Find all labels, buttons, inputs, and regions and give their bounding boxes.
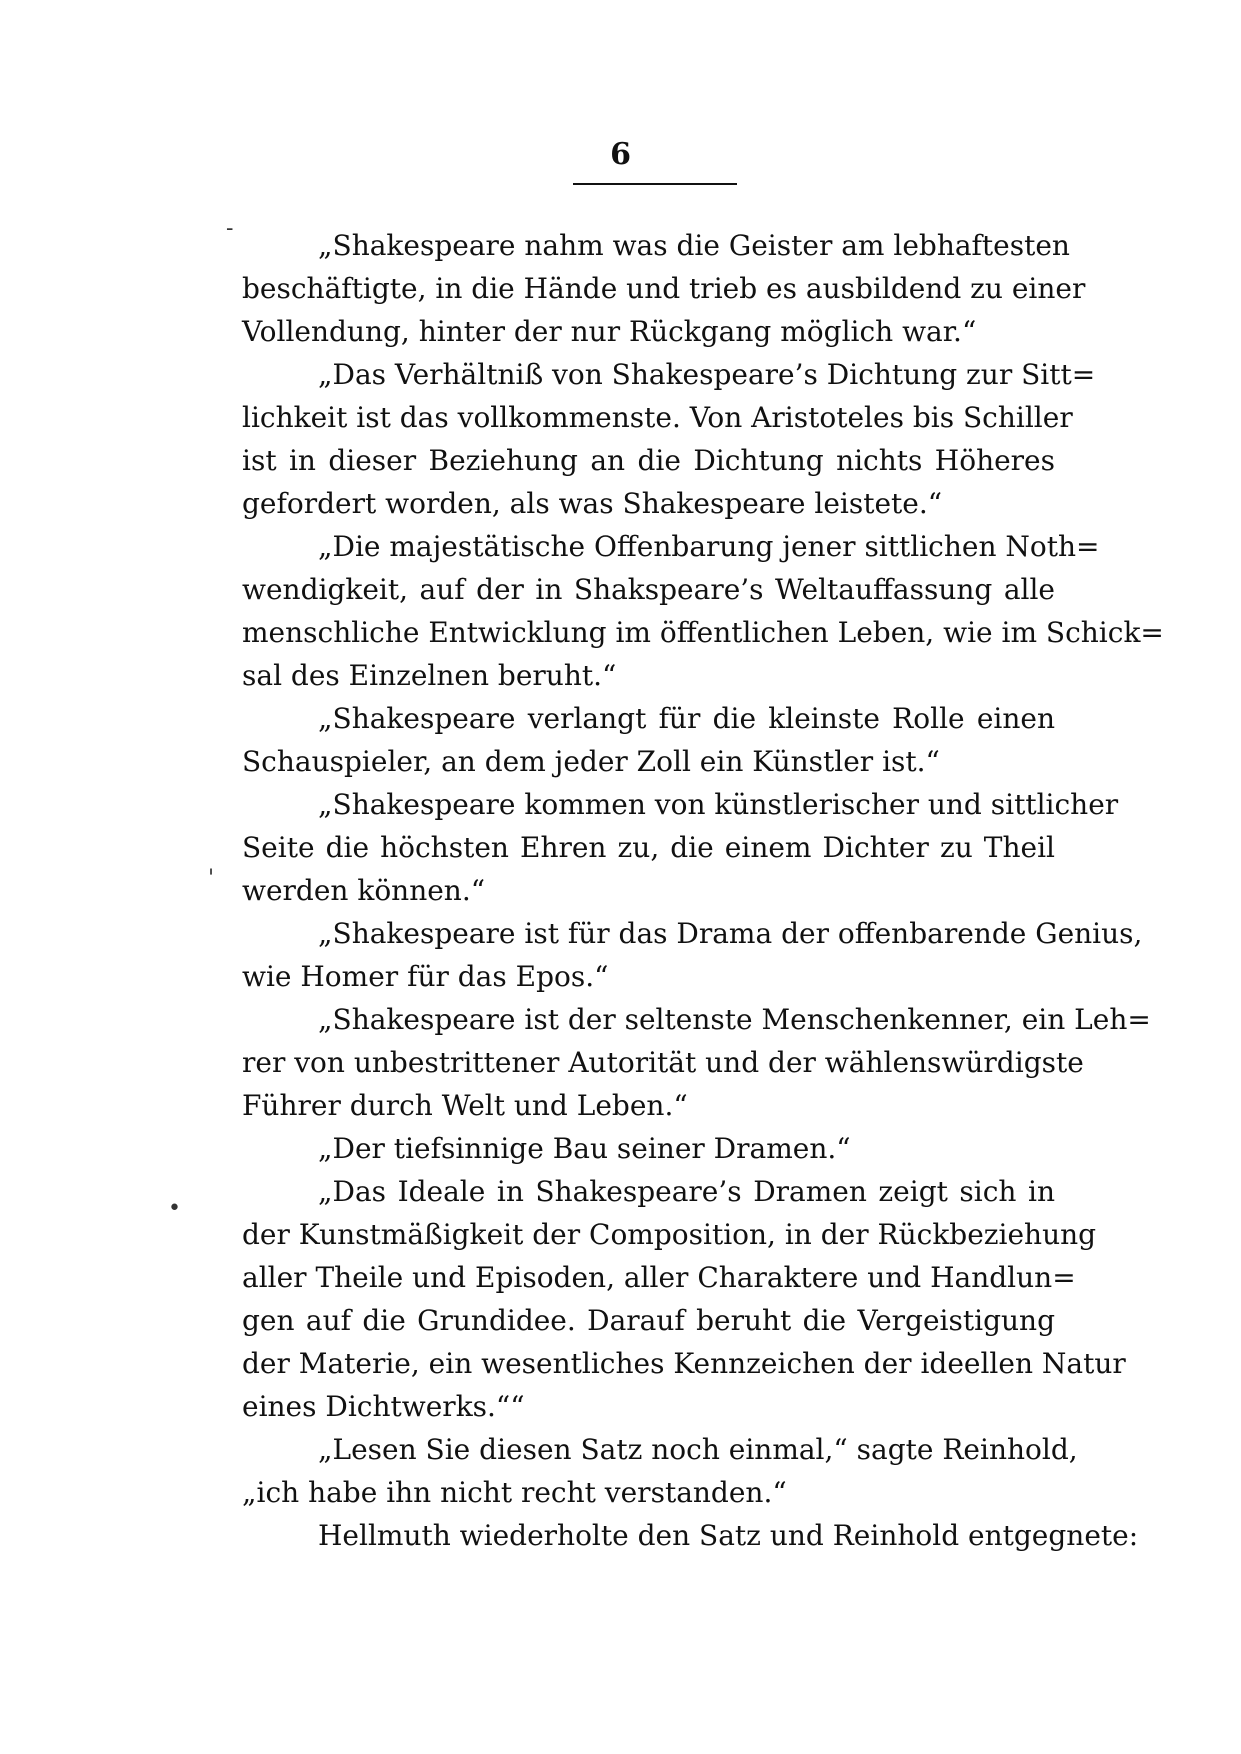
text-line: rer von unbestrittener Autorität und der wählenswürdigste [242,1046,1084,1079]
text-line: „ich habe ihn nicht recht verstanden.“ [242,1476,787,1509]
text-line: „Der tiefsinnige Bau seiner Dramen.“ [318,1132,851,1165]
text-line: „Das Ideale in Shakespeare’s Dramen zeigt sich in [318,1175,1055,1208]
text-line: Hellmuth wiederholte den Satz und Reinhold entgegnete: [318,1519,1139,1552]
text-line: „Shakespeare ist für das Drama der offenbarende Genius, [318,917,1143,950]
text-line: der Kunstmäßigkeit der Composition, in der Rückbeziehung [242,1218,1097,1251]
text-line: „Shakespeare nahm was die Geister am lebhaftesten [318,229,1070,262]
text-line: „Shakespeare ist der seltenste Menschenkenner, ein Leh= [318,1003,1151,1036]
text-line: eines Dichtwerks.““ [242,1390,525,1423]
text-line: der Materie, ein wesentliches Kennzeichen der ideellen Natur [242,1347,1126,1380]
text-line: Vollendung, hinter der nur Rückgang möglich war.“ [242,315,977,348]
text-line: „Das Verhältniß von Shakespeare’s Dichtung zur Sitt= [318,358,1096,391]
stray-mark: • [168,1196,181,1221]
text-line: Schauspieler, an dem jeder Zoll ein Künstler ist.“ [242,745,940,778]
text-line: „Lesen Sie diesen Satz noch einmal,“ sagte Reinhold, [318,1433,1078,1466]
text-line: „Shakespeare kommen von künstlerischer und sittlicher [318,788,1119,821]
text-line: gen auf die Grundidee. Darauf beruht die Vergeistigung [242,1304,1055,1337]
stray-mark: - [226,216,234,241]
text-line: beschäftigte, in die Hände und trieb es ausbildend zu einer [242,272,1086,305]
text-line: ist in dieser Beziehung an die Dichtung nichts Höheres [242,444,1055,477]
text-line: menschliche Entwicklung im öffentlichen Leben, wie im Schick= [242,616,1164,649]
text-line: werden können.“ [242,874,486,907]
text-line: aller Theile und Episoden, aller Charaktere und Handlun= [242,1261,1076,1294]
text-line: gefordert worden, als was Shakespeare leistete.“ [242,487,943,520]
text-line: Seite die höchsten Ehren zu, die einem Dichter zu Theil [242,831,1055,864]
header-rule [573,183,737,185]
text-line: „Die majestätische Offenbarung jener sittlichen Noth= [318,530,1100,563]
stray-mark: ' [208,866,215,891]
text-line: Führer durch Welt und Leben.“ [242,1089,688,1122]
text-line: lichkeit ist das vollkommenste. Von Aristoteles bis Schiller [242,401,1073,434]
page-number: 6 [610,137,631,172]
text-line: wie Homer für das Epos.“ [242,960,609,993]
text-line: wendigkeit, auf der in Shakspeare’s Weltauffassung alle [242,573,1055,606]
text-line: „Shakespeare verlangt für die kleinste Rolle einen [318,702,1055,735]
text-line: sal des Einzelnen beruht.“ [242,659,617,692]
